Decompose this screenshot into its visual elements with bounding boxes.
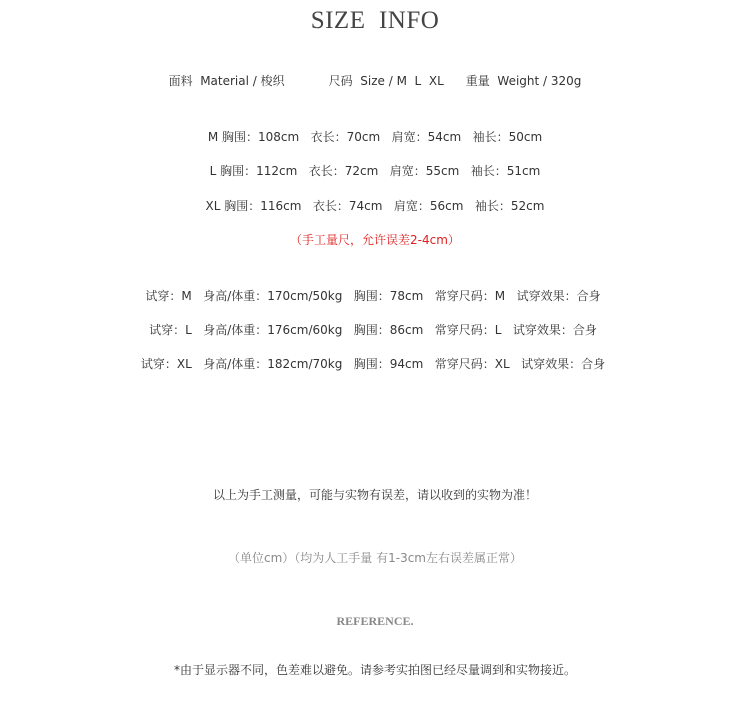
measurement-disclaimer: 以上为手工测量，可能与实物有误差，请以收到的实物为准！ <box>212 488 537 502</box>
try-on-row-xl: 试穿：XL 身高/体重：182cm/70kg 胸围：94cm 常穿尺码：XL 试穿效果：合身 <box>140 357 606 371</box>
size-spec: 尺码 Size / M L XL <box>328 74 444 88</box>
page-title: SIZE INFO <box>310 7 440 34</box>
measurement-row-xl: XL 胸围：116cm 衣长：74cm 肩宽：56cm 袖长：52cm <box>205 199 545 213</box>
color-difference-note: *由于显示器不同，色差难以避免。请参考实拍图已经尽量调到和实物接近。 <box>173 663 576 677</box>
measurement-row-m: M 胸围：108cm 衣长：70cm 肩宽：54cm 袖长：50cm <box>207 130 543 144</box>
weight-spec: 重量 Weight / 320g <box>465 74 582 88</box>
spec-summary <box>0 73 750 89</box>
reference-heading: REFERENCE. <box>336 614 414 628</box>
material-spec: 面料 Material / 梭织 <box>168 74 285 88</box>
measurement-tolerance-note: （手工量尺，允许误差2-4cm） <box>290 233 460 247</box>
try-on-row-l: 试穿：L 身高/体重：176cm/60kg 胸围：86cm 常穿尺码：L 试穿效果：合身 <box>149 323 597 337</box>
unit-note: （单位cm）（均为人工手量 有1-3cm左右误差属正常） <box>228 551 522 565</box>
measurement-row-l: L 胸围：112cm 衣长：72cm 肩宽：55cm 袖长：51cm <box>209 164 541 178</box>
try-on-row-m: 试穿：M 身高/体重：170cm/50kg 胸围：78cm 常穿尺码：M 试穿效果：合身 <box>145 289 601 303</box>
